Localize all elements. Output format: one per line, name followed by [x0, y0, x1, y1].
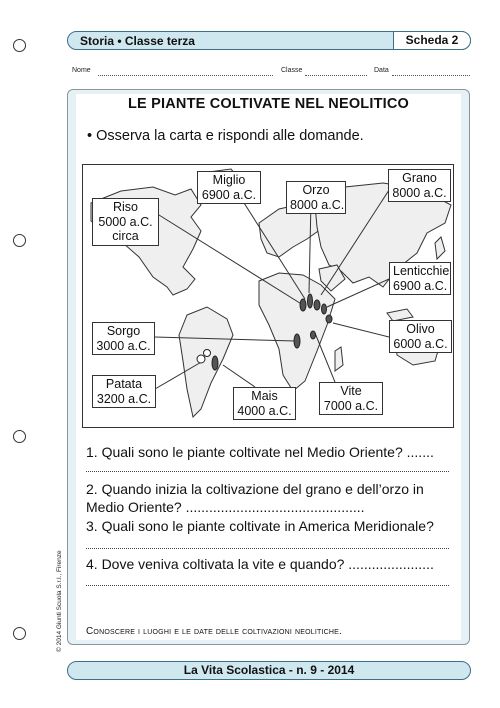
barley-icon	[308, 294, 313, 308]
world-map	[82, 164, 454, 428]
label-olivo: Olivo 6000 a.C.	[389, 320, 452, 353]
olive-icon	[326, 315, 332, 323]
question-2: 2. Quando inizia la coltivazione del grano e dell’orzo in	[86, 481, 424, 497]
potato-icon	[197, 355, 205, 363]
connector-line	[315, 333, 337, 387]
binder-hole	[13, 430, 26, 443]
date-field-line	[392, 75, 470, 76]
label-grano: Grano 8000 a.C.	[388, 169, 451, 202]
millet-icon	[314, 300, 320, 310]
label-miglio: Miglio 6900 a.C.	[197, 171, 261, 204]
header-bar	[67, 31, 471, 50]
sheet-label: Scheda 2	[393, 31, 471, 50]
sorghum-icon	[294, 334, 300, 348]
wheat-icon	[300, 299, 306, 311]
label-sorgo: Sorgo 3000 a.C.	[92, 322, 155, 355]
binder-hole	[13, 627, 26, 640]
instruction: • Osserva la carta e rispondi alle domande.	[87, 128, 364, 144]
connector-line	[223, 365, 255, 387]
question-2-continued: Medio Oriente? ..............................................	[86, 499, 365, 515]
binder-hole	[13, 234, 26, 247]
date-field-label: Data	[374, 67, 389, 74]
grape-icon	[311, 331, 316, 339]
answer-line[interactable]	[86, 548, 449, 549]
connector-line	[333, 323, 389, 337]
footer-bar: La Vita Scolastica - n. 9 - 2014	[67, 661, 471, 680]
label-orzo: Orzo 8000 a.C.	[286, 181, 346, 214]
corn-icon	[212, 356, 218, 370]
label-lenticchie: Lenticchie 6900 a.C.	[389, 262, 451, 295]
lentil-icon	[322, 304, 327, 314]
answer-line[interactable]	[86, 471, 449, 472]
question-3: 3. Quali sono le piante coltivate in America Meridionale?	[86, 518, 434, 534]
copyright: © 2014 Giunti Scuola S.r.l., Firenze	[56, 550, 63, 652]
name-field-line	[98, 75, 273, 76]
name-field-label: Nome	[72, 67, 91, 74]
class-field-label: Classe	[281, 67, 303, 74]
label-patata: Patata 3200 a.C.	[92, 375, 156, 408]
potato-icon	[204, 350, 211, 357]
label-riso: Riso 5000 a.C. circa	[92, 198, 159, 246]
label-mais: Mais 4000 a.C.	[233, 387, 296, 420]
question-1: 1. Quali sono le piante coltivate nel Medio Oriente? .......	[86, 444, 434, 460]
answer-line[interactable]	[86, 585, 449, 586]
page-title: LE PIANTE COLTIVATE NEL NEOLITICO	[127, 96, 410, 112]
label-vite: Vite 7000 a.C.	[319, 382, 383, 415]
subject-label: Storia • Classe terza	[80, 34, 195, 48]
question-4: 4. Dove veniva coltivata la vite e quando? ......................	[86, 556, 434, 572]
class-field-line	[305, 75, 367, 76]
binder-hole	[13, 39, 26, 52]
learning-objective: Conoscere i luoghi e le date delle coltivazioni neolitiche.	[86, 626, 343, 637]
